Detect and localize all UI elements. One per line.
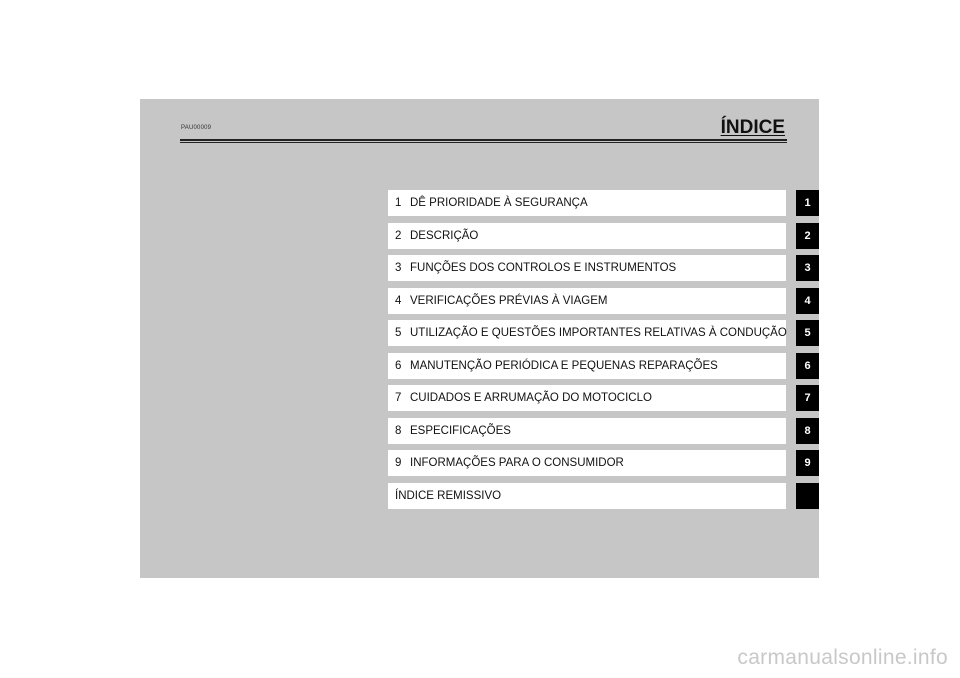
chapter-tab[interactable]: 4 <box>796 288 819 314</box>
toc-item-label: DESCRIÇÃO <box>410 229 479 242</box>
toc-item-number: 7 <box>395 392 402 404</box>
chapter-tab[interactable]: 6 <box>796 353 819 379</box>
toc-item-number: 8 <box>395 424 402 437</box>
toc-item-label: CUIDADOS E ARRUMAÇÃO DO MOTOCICLO <box>410 392 652 404</box>
chapter-tab[interactable]: 5 <box>796 320 819 346</box>
chapter-tab[interactable]: 2 <box>796 223 819 249</box>
chapter-tab[interactable]: 8 <box>796 418 819 444</box>
header-rule-thin <box>180 142 787 143</box>
toc-item[interactable] <box>388 353 786 379</box>
chapter-tab[interactable]: 9 <box>796 450 819 476</box>
manual-page <box>140 99 819 578</box>
toc-item[interactable] <box>388 288 786 314</box>
page-code: PAU00009 <box>181 125 212 131</box>
toc-item-label: DÊ PRIORIDADE À SEGURANÇA <box>410 197 588 209</box>
toc-item[interactable] <box>388 255 786 281</box>
toc-item-number: 9 <box>395 457 402 469</box>
toc-item[interactable] <box>388 320 786 346</box>
index-tab[interactable] <box>796 483 819 509</box>
toc-item[interactable] <box>388 190 786 216</box>
toc-item-label: FUNÇÕES DOS CONTROLOS E INSTRUMENTOS <box>410 262 677 274</box>
toc-item-index[interactable] <box>388 483 786 509</box>
chapter-tab[interactable]: 3 <box>796 255 819 281</box>
toc-item-label: ÍNDICE REMISSIVO <box>395 489 502 502</box>
toc-item-number: 4 <box>395 294 402 307</box>
toc-item-number: 3 <box>395 262 402 274</box>
toc-item-number: 2 <box>395 229 402 242</box>
toc-item-label: UTILIZAÇÃO E QUESTÕES IMPORTANTES RELATIVAS À CONDUÇÃO <box>410 327 787 339</box>
chapter-tab[interactable]: 1 <box>796 190 819 216</box>
toc-item[interactable] <box>388 450 786 476</box>
toc-item-number: 1 <box>395 197 402 209</box>
toc-item-label: INFORMAÇÕES PARA O CONSUMIDOR <box>410 457 624 469</box>
toc-item[interactable] <box>388 385 786 411</box>
chapter-tab[interactable]: 7 <box>796 385 819 411</box>
page-title: ÍNDICE <box>720 117 785 138</box>
toc-item-label: MANUTENÇÃO PERIÓDICA E PEQUENAS REPARAÇÕES <box>410 359 718 372</box>
toc-item-label: ESPECIFICAÇÕES <box>410 424 511 437</box>
toc-item-number: 6 <box>395 359 402 372</box>
toc-item[interactable] <box>388 418 786 444</box>
toc-item-number: 5 <box>395 327 402 339</box>
toc-item[interactable] <box>388 223 786 249</box>
header-rule-thick <box>180 139 787 141</box>
toc-item-label: VERIFICAÇÕES PRÉVIAS À VIAGEM <box>410 294 608 307</box>
watermark: carmanualsonline.info <box>737 646 948 669</box>
